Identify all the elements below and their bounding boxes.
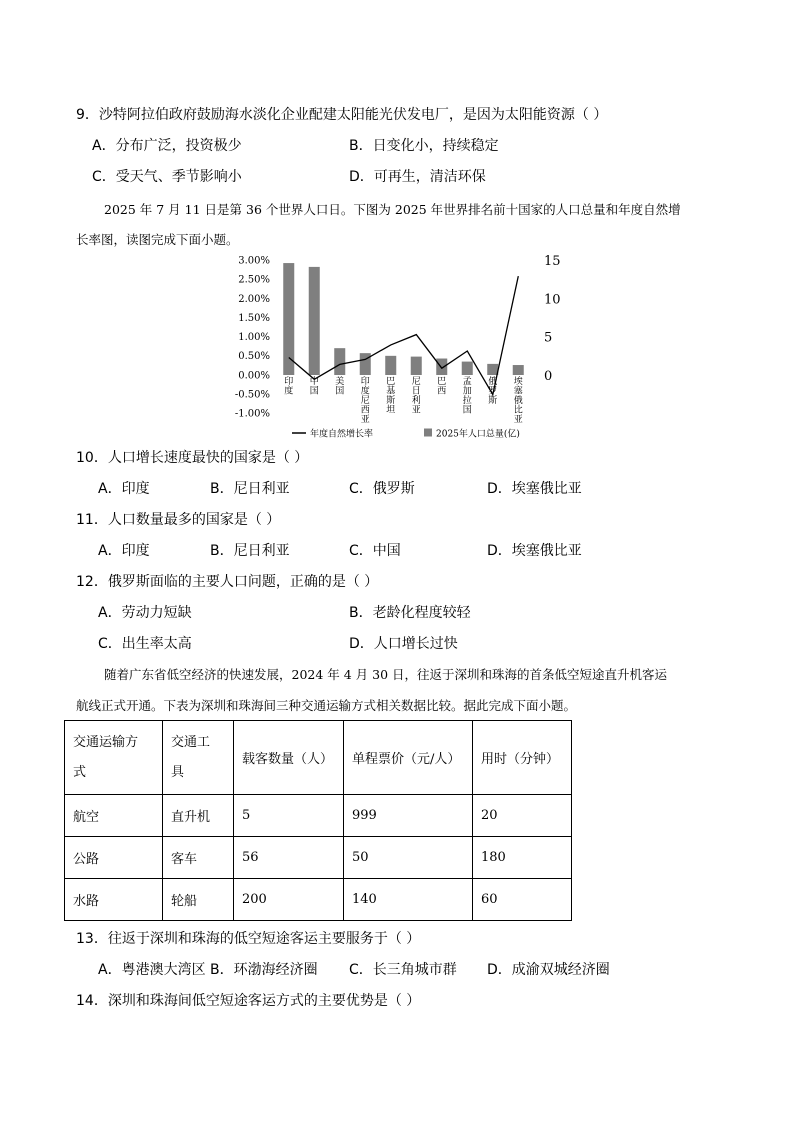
question-12-option-c: C．出生率太高 <box>98 636 192 652</box>
bar-孟加拉国 <box>462 362 473 375</box>
table-cell: 50 <box>344 837 473 879</box>
category-label-埃塞俄比亚: 埃塞俄比亚 <box>513 377 523 425</box>
table-cell: 轮船 <box>163 879 234 921</box>
left-axis-tick-label: 2.00% <box>238 293 270 305</box>
question-13-option-a: A．粤港澳大湾区 <box>98 962 206 978</box>
bar-埃塞俄比亚 <box>513 365 524 375</box>
table-header-cell: 交通运输方 式 <box>65 721 163 795</box>
category-label-美国: 美国 <box>335 377 345 397</box>
category-label-印度尼西亚: 印度尼西亚 <box>360 377 370 425</box>
right-axis-tick-label: 5 <box>544 330 553 346</box>
category-label-尼日利亚: 尼日利亚 <box>411 377 421 416</box>
line-series-growth-rate <box>289 276 519 395</box>
left-axis-tick-label: 0.00% <box>238 370 270 382</box>
left-axis-tick-label: -0.50% <box>234 389 270 401</box>
question-9-option-a: A．分布广泛，投资极少 <box>92 138 242 154</box>
question-13-stem: 13．往返于深圳和珠海的低空短途客运主要服务于（ ） <box>76 931 421 947</box>
question-10-option-a: A．印度 <box>98 481 150 497</box>
category-label-孟加拉国: 孟加拉国 <box>462 377 472 416</box>
table-cell: 180 <box>473 837 572 879</box>
question-13-option-c: C．长三角城市群 <box>349 962 457 978</box>
table-cell: 20 <box>473 795 572 837</box>
left-axis-tick-label: 3.00% <box>238 255 270 267</box>
table-cell: 客车 <box>163 837 234 879</box>
question-10-option-b: B．尼日利亚 <box>210 481 290 497</box>
category-labels <box>284 375 524 425</box>
table-cell: 航空 <box>65 795 163 837</box>
table-header-cell: 用时（分钟） <box>473 721 572 795</box>
question-12-stem: 12．俄罗斯面临的主要人口问题，正确的是（ ） <box>76 574 379 590</box>
table-header-cell: 单程票价（元/人） <box>344 721 473 795</box>
table-cell: 56 <box>234 837 344 879</box>
table-cell: 公路 <box>65 837 163 879</box>
question-12-option-d: D．人口增长过快 <box>349 636 458 652</box>
bar-尼日利亚 <box>411 357 422 375</box>
left-axis-tick-label: 2.50% <box>238 274 270 286</box>
bar-series-population <box>283 263 524 375</box>
question-9-option-c: C．受天气、季节影响小 <box>92 169 242 185</box>
legend-label-growth-rate: 年度自然增长率 <box>310 429 374 440</box>
bar-中国 <box>309 267 320 375</box>
table-header-row <box>65 721 572 795</box>
question-11-option-b: B．尼日利亚 <box>210 543 290 559</box>
question-12-option-a: A．劳动力短缺 <box>98 605 192 621</box>
table-cell: 5 <box>234 795 344 837</box>
right-axis-tick-label: 10 <box>544 292 561 308</box>
right-axis-tick-label: 15 <box>544 254 561 269</box>
question-9-stem: 9．沙特阿拉伯政府鼓励海水淡化企业配建太阳能光伏发电厂，是因为太阳能资源（ ） <box>76 107 608 123</box>
intro-paragraph-2-line-2: 航线正式开通。下表为深圳和珠海间三种交通运输方式相关数据比较。据此完成下面小题。 <box>76 698 577 713</box>
bar-美国 <box>334 348 345 375</box>
intro-paragraph-1-line-1: 2025 年 7 月 11 日是第 36 个世界人口日。下图为 2025 年世界排名前十国家的人口总量和年度自然增 <box>104 202 681 217</box>
question-11-option-a: A．印度 <box>98 543 150 559</box>
right-axis-tick-labels <box>544 254 561 384</box>
intro-paragraph-1-line-2: 长率图，读图完成下面小题。 <box>76 232 239 247</box>
left-axis-tick-label: 1.00% <box>238 332 270 343</box>
question-13-option-d: D．成渝双城经济圈 <box>487 962 610 978</box>
population-chart <box>226 248 576 443</box>
category-label-中国: 中国 <box>309 377 319 397</box>
legend-bar-swatch <box>424 429 432 437</box>
table-cell: 60 <box>473 879 572 921</box>
legend-label-population: 2025年人口总量(亿) <box>436 429 520 440</box>
table-row <box>65 837 572 879</box>
table-cell: 200 <box>234 879 344 921</box>
bar-巴基斯坦 <box>385 356 396 375</box>
left-axis-tick-label: -1.00% <box>234 408 270 420</box>
bar-印度尼西亚 <box>360 353 371 375</box>
table-cell: 直升机 <box>163 795 234 837</box>
right-axis-tick-label: 0 <box>544 369 553 384</box>
table-header-cell: 交通工 具 <box>163 721 234 795</box>
category-label-巴基斯坦: 巴基斯坦 <box>386 377 396 416</box>
question-9-option-d: D．可再生，清洁环保 <box>349 169 486 185</box>
table-cell: 999 <box>344 795 473 837</box>
question-10-stem: 10．人口增长速度最快的国家是（ ） <box>76 450 309 466</box>
bar-俄罗斯 <box>487 364 498 375</box>
table-cell: 140 <box>344 879 473 921</box>
table-row <box>65 795 572 837</box>
bar-巴西 <box>436 359 447 375</box>
category-label-巴西: 巴西 <box>437 377 447 397</box>
chart-legend <box>292 428 520 440</box>
intro-paragraph-2-line-1: 随着广东省低空经济的快速发展，2024 年 4 月 30 日，往返于深圳和珠海的首条低空短途直升机客运 <box>104 667 668 682</box>
category-label-俄罗斯: 俄罗斯 <box>488 377 498 406</box>
transport-comparison-table <box>64 720 572 921</box>
table-cell: 水路 <box>65 879 163 921</box>
question-13-option-b: B．环渤海经济圈 <box>210 962 318 978</box>
question-10-option-d: D．埃塞俄比亚 <box>487 481 582 497</box>
question-12-option-b: B．老龄化程度较轻 <box>349 605 471 621</box>
question-11-option-c: C．中国 <box>349 543 401 559</box>
question-11-stem: 11．人口数量最多的国家是（ ） <box>76 512 281 528</box>
table-row <box>65 879 572 921</box>
table-header-cell: 载客数量（人） <box>234 721 344 795</box>
question-9-option-b: B．日变化小，持续稳定 <box>349 138 499 154</box>
question-10-option-c: C．俄罗斯 <box>349 481 415 497</box>
question-11-option-d: D．埃塞俄比亚 <box>487 543 582 559</box>
question-14-stem: 14．深圳和珠海间低空短途客运方式的主要优势是（ ） <box>76 993 421 1009</box>
left-axis-tick-label: 0.50% <box>238 351 270 363</box>
left-axis-tick-labels <box>235 256 270 420</box>
category-label-印度: 印度 <box>284 377 294 397</box>
left-axis-tick-label: 1.50% <box>238 312 270 324</box>
